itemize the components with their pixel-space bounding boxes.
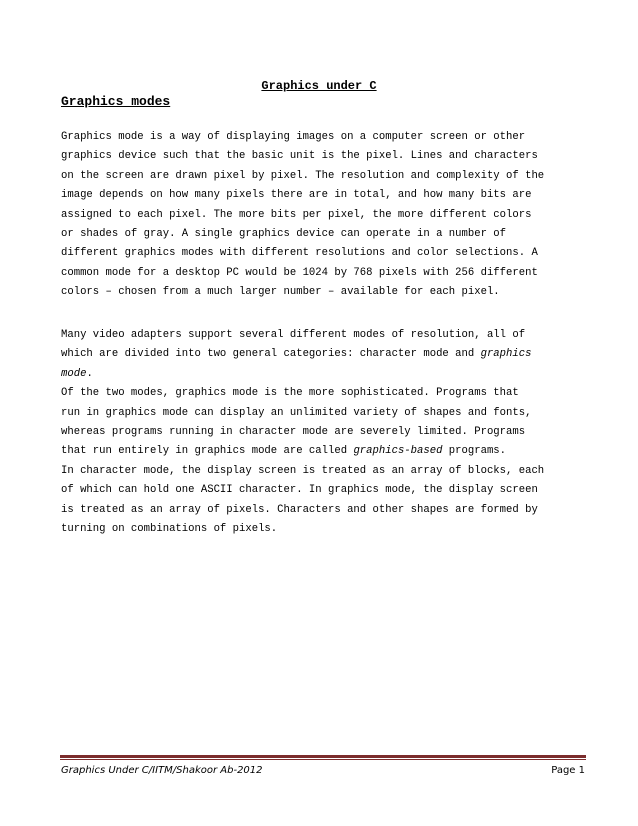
footer-source: Graphics Under C/IITM/Shakoor Ab-2012 — [61, 765, 263, 776]
line-text: that run entirely in graphics mode are called — [61, 445, 354, 458]
section-heading: Graphics modes — [61, 94, 171, 109]
emphasis-text: mode — [61, 367, 87, 380]
footer-rule-thin — [60, 759, 586, 760]
emphasis-text: graphics-based — [353, 445, 443, 458]
paragraph-line: graphics device such that the basic unit is the pixel. Lines and characters — [61, 150, 538, 163]
line-text: which are divided into two general categories: character mode and — [61, 348, 481, 361]
document-title: Graphics under C — [261, 79, 377, 93]
paragraph-video-adapters — [61, 326, 591, 539]
paragraph-line: Graphics mode is a way of displaying images on a computer screen or other — [61, 131, 526, 143]
paragraph-line: of which can hold one ASCII character. In graphics mode, the display screen — [61, 484, 538, 497]
paragraph-line: or shades of gray. A single graphics device can operate in a number of — [61, 228, 507, 241]
paragraph-line: image depends on how many pixels there are in total, and how many bits are — [61, 189, 532, 202]
paragraph-line: is treated as an array of pixels. Characters and other shapes are formed by — [61, 503, 538, 516]
paragraph-line: colors – chosen from a much larger number – available for each pixel. — [61, 286, 500, 299]
paragraph-line: whereas programs running in character mode are severely limited. Programs — [61, 426, 526, 439]
page-number: Page 1 — [551, 765, 585, 776]
paragraph-line — [61, 442, 591, 461]
paragraph-graphics-mode — [61, 128, 591, 303]
line-text: . — [86, 367, 93, 380]
line-text: programs. — [442, 445, 507, 458]
paragraph-line — [61, 365, 591, 384]
paragraph-line: different graphics modes with different resolutions and color selections. A — [61, 247, 538, 260]
paragraph-line — [61, 345, 591, 364]
paragraph-line: Many video adapters support several different modes of resolution, all of — [61, 329, 526, 341]
paragraph-line: assigned to each pixel. The more bits per pixel, the more different colors — [61, 208, 532, 221]
emphasis-text: graphics — [480, 348, 532, 361]
paragraph-line: common mode for a desktop PC would be 1024 by 768 pixels with 256 different — [61, 266, 538, 279]
footer-rule — [60, 755, 586, 758]
paragraph-line: on the screen are drawn pixel by pixel. The resolution and complexity of the — [61, 169, 545, 182]
paragraph-line: Of the two modes, graphics mode is the more sophisticated. Programs that — [61, 387, 519, 400]
paragraph-line: run in graphics mode can display an unlimited variety of shapes and fonts, — [61, 406, 532, 419]
paragraph-line: turning on combinations of pixels. — [61, 523, 278, 536]
paragraph-line: In character mode, the display screen is treated as an array of blocks, each — [61, 464, 545, 477]
